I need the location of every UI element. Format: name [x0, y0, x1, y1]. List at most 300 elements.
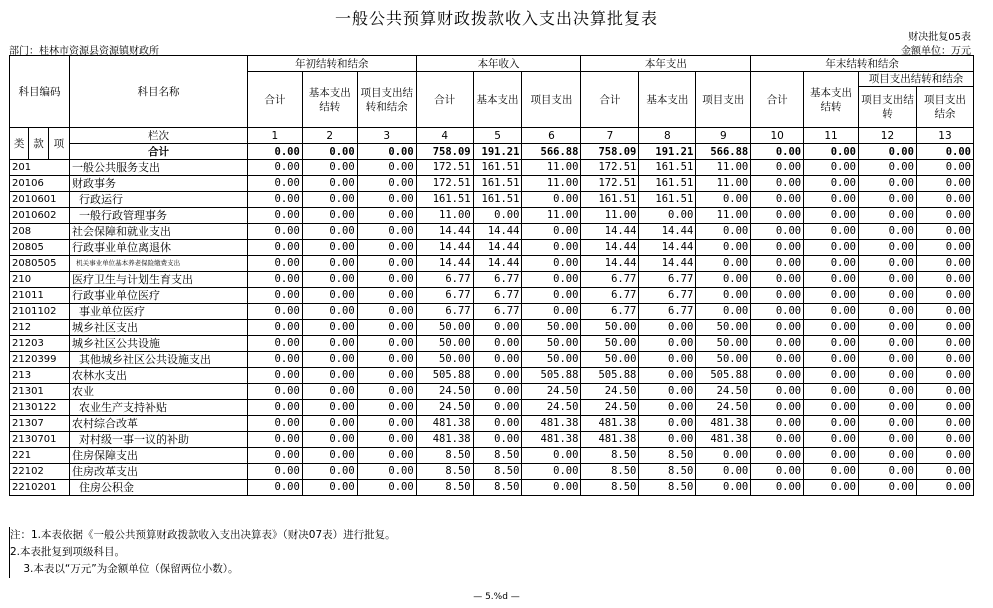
table-row — [10, 272, 974, 288]
subject-code-cell: 212 — [10, 320, 70, 336]
subject-code-cell: 20106 — [10, 176, 70, 192]
value-cell: 0.00 — [639, 416, 696, 432]
value-cell: 24.50 — [581, 400, 639, 416]
value-cell: 50.00 — [696, 336, 751, 352]
value-cell: 0.00 — [302, 448, 357, 464]
header-project-carry-begin: 项目支出结转和结余 — [357, 72, 416, 128]
value-cell: 0.00 — [751, 272, 804, 288]
value-cell: 0.00 — [302, 240, 357, 256]
value-cell: 0.00 — [804, 480, 859, 496]
value-cell: 24.50 — [416, 400, 473, 416]
subject-code-cell: 21011 — [10, 288, 70, 304]
value-cell: 11.00 — [696, 176, 751, 192]
total-value-cell: 0.00 — [302, 144, 357, 160]
value-cell: 0.00 — [804, 192, 859, 208]
value-cell: 0.00 — [357, 480, 416, 496]
col-number: 10 — [751, 128, 804, 144]
subject-code-cell: 213 — [10, 368, 70, 384]
notes — [9, 527, 396, 578]
subject-code-cell: 2120399 — [10, 352, 70, 368]
subject-code-cell: 2210201 — [10, 480, 70, 496]
value-cell: 0.00 — [357, 416, 416, 432]
value-cell: 0.00 — [804, 432, 859, 448]
total-row — [10, 144, 974, 160]
value-cell: 0.00 — [639, 432, 696, 448]
total-value-cell: 0.00 — [751, 144, 804, 160]
value-cell: 0.00 — [247, 336, 302, 352]
value-cell: 0.00 — [247, 160, 302, 176]
value-cell: 0.00 — [357, 400, 416, 416]
value-cell: 481.38 — [581, 416, 639, 432]
value-cell: 24.50 — [522, 400, 581, 416]
value-cell: 0.00 — [302, 272, 357, 288]
value-cell: 0.00 — [357, 192, 416, 208]
value-cell: 0.00 — [916, 160, 973, 176]
value-cell: 0.00 — [916, 208, 973, 224]
value-cell: 11.00 — [522, 208, 581, 224]
value-cell: 0.00 — [696, 272, 751, 288]
value-cell: 6.77 — [581, 304, 639, 320]
total-value-cell: 566.88 — [522, 144, 581, 160]
total-value-cell: 758.09 — [581, 144, 639, 160]
subject-name-cell: 农业 — [70, 384, 248, 400]
subject-code-cell: 22102 — [10, 464, 70, 480]
value-cell: 50.00 — [696, 320, 751, 336]
value-cell: 0.00 — [302, 368, 357, 384]
value-cell: 0.00 — [357, 336, 416, 352]
subject-name-cell: 一般行政管理事务 — [70, 208, 248, 224]
value-cell: 161.51 — [581, 192, 639, 208]
header-basic: 基本支出 — [639, 72, 696, 128]
table-row — [10, 208, 974, 224]
value-cell: 0.00 — [522, 240, 581, 256]
value-cell: 14.44 — [416, 224, 473, 240]
value-cell: 0.00 — [804, 176, 859, 192]
form-number: 财决批复05表 — [908, 32, 971, 43]
value-cell: 0.00 — [357, 320, 416, 336]
value-cell: 0.00 — [916, 192, 973, 208]
value-cell: 0.00 — [859, 352, 917, 368]
value-cell: 0.00 — [916, 416, 973, 432]
value-cell: 14.44 — [473, 224, 522, 240]
value-cell: 0.00 — [357, 464, 416, 480]
value-cell: 0.00 — [804, 272, 859, 288]
value-cell: 0.00 — [859, 272, 917, 288]
value-cell: 0.00 — [247, 480, 302, 496]
value-cell: 0.00 — [302, 336, 357, 352]
table-row — [10, 160, 974, 176]
header-group-begin: 年初结转和结余 — [247, 56, 416, 72]
col-number: 1 — [247, 128, 302, 144]
value-cell: 50.00 — [581, 352, 639, 368]
value-cell: 50.00 — [416, 320, 473, 336]
value-cell: 0.00 — [859, 208, 917, 224]
col-number: 6 — [522, 128, 581, 144]
subject-name-cell: 城乡社区支出 — [70, 320, 248, 336]
value-cell: 0.00 — [804, 256, 859, 272]
header-group-income: 本年收入 — [416, 56, 581, 72]
value-cell: 161.51 — [473, 192, 522, 208]
value-cell: 0.00 — [522, 464, 581, 480]
value-cell: 50.00 — [522, 336, 581, 352]
subject-code-cell: 201 — [10, 160, 70, 176]
value-cell: 0.00 — [751, 304, 804, 320]
value-cell: 481.38 — [696, 416, 751, 432]
header-group-expense: 本年支出 — [581, 56, 751, 72]
table-row — [10, 480, 974, 496]
value-cell: 11.00 — [581, 208, 639, 224]
col-number: 11 — [804, 128, 859, 144]
value-cell: 14.44 — [581, 224, 639, 240]
value-cell: 0.00 — [696, 240, 751, 256]
value-cell: 0.00 — [639, 384, 696, 400]
value-cell: 0.00 — [357, 208, 416, 224]
value-cell: 8.50 — [639, 448, 696, 464]
value-cell: 0.00 — [804, 400, 859, 416]
table-row — [10, 368, 974, 384]
value-cell: 0.00 — [302, 304, 357, 320]
value-cell: 8.50 — [416, 464, 473, 480]
header-project-carry: 项目支出结转 — [859, 87, 917, 128]
subject-name-cell: 一般公共服务支出 — [70, 160, 248, 176]
value-cell: 11.00 — [522, 160, 581, 176]
value-cell: 0.00 — [751, 384, 804, 400]
value-cell: 0.00 — [751, 352, 804, 368]
value-cell: 6.77 — [639, 288, 696, 304]
value-cell: 0.00 — [473, 384, 522, 400]
value-cell: 0.00 — [751, 320, 804, 336]
value-cell: 505.88 — [696, 368, 751, 384]
col-number: 5 — [473, 128, 522, 144]
value-cell: 0.00 — [522, 272, 581, 288]
value-cell: 6.77 — [416, 272, 473, 288]
value-cell: 0.00 — [473, 368, 522, 384]
subject-code-cell: 2101102 — [10, 304, 70, 320]
col-number: 12 — [859, 128, 917, 144]
value-cell: 0.00 — [473, 416, 522, 432]
value-cell: 8.50 — [473, 464, 522, 480]
value-cell: 14.44 — [473, 256, 522, 272]
value-cell: 0.00 — [357, 256, 416, 272]
value-cell: 481.38 — [696, 432, 751, 448]
value-cell: 0.00 — [751, 336, 804, 352]
value-cell: 0.00 — [751, 464, 804, 480]
total-value-cell: 0.00 — [357, 144, 416, 160]
header-total: 合计 — [581, 72, 639, 128]
header-group-project-end: 项目支出结转和结余 — [859, 72, 974, 87]
value-cell: 0.00 — [804, 336, 859, 352]
value-cell: 0.00 — [916, 256, 973, 272]
col-number: 13 — [916, 128, 973, 144]
subject-name-cell: 行政事业单位医疗 — [70, 288, 248, 304]
value-cell: 0.00 — [473, 400, 522, 416]
header-project: 项目支出 — [696, 72, 751, 128]
value-cell: 481.38 — [581, 432, 639, 448]
note-line: 注：1.本表依据《一般公共预算财政拨款收入支出决算表》（财决07表）进行批复。 — [10, 529, 396, 541]
value-cell: 0.00 — [859, 464, 917, 480]
value-cell: 0.00 — [751, 400, 804, 416]
subject-code-cell: 21301 — [10, 384, 70, 400]
value-cell: 481.38 — [522, 416, 581, 432]
value-cell: 0.00 — [302, 160, 357, 176]
value-cell: 0.00 — [247, 192, 302, 208]
header-project-surplus: 项目支出结余 — [916, 87, 973, 128]
value-cell: 0.00 — [916, 288, 973, 304]
value-cell: 8.50 — [416, 480, 473, 496]
value-cell: 0.00 — [751, 480, 804, 496]
header-basic-carry: 基本支出结转 — [804, 72, 859, 128]
subject-name-cell: 事业单位医疗 — [70, 304, 248, 320]
value-cell: 0.00 — [916, 384, 973, 400]
value-cell: 0.00 — [916, 176, 973, 192]
value-cell: 8.50 — [581, 464, 639, 480]
value-cell: 6.77 — [416, 304, 473, 320]
value-cell: 0.00 — [751, 240, 804, 256]
table-row — [10, 320, 974, 336]
value-cell: 0.00 — [751, 368, 804, 384]
value-cell: 0.00 — [302, 432, 357, 448]
value-cell: 8.50 — [639, 464, 696, 480]
subject-name-cell: 社会保障和就业支出 — [70, 224, 248, 240]
value-cell: 0.00 — [916, 400, 973, 416]
value-cell: 0.00 — [859, 256, 917, 272]
value-cell: 0.00 — [247, 256, 302, 272]
table-row — [10, 336, 974, 352]
value-cell: 505.88 — [522, 368, 581, 384]
value-cell: 14.44 — [639, 256, 696, 272]
value-cell: 0.00 — [357, 368, 416, 384]
value-cell: 0.00 — [522, 224, 581, 240]
value-cell: 0.00 — [639, 368, 696, 384]
value-cell: 481.38 — [416, 416, 473, 432]
value-cell: 50.00 — [416, 352, 473, 368]
value-cell: 0.00 — [696, 304, 751, 320]
note-line: 3.本表以“万元”为金额单位（保留两位小数）。 — [10, 563, 239, 575]
value-cell: 0.00 — [357, 224, 416, 240]
value-cell: 0.00 — [247, 176, 302, 192]
value-cell: 0.00 — [302, 208, 357, 224]
subject-name-cell: 农林水支出 — [70, 368, 248, 384]
value-cell: 0.00 — [859, 240, 917, 256]
subject-code-cell: 21307 — [10, 416, 70, 432]
value-cell: 0.00 — [804, 288, 859, 304]
value-cell: 0.00 — [859, 192, 917, 208]
value-cell: 0.00 — [696, 192, 751, 208]
value-cell: 0.00 — [247, 208, 302, 224]
page-title: 一般公共预算财政拨款收入支出决算批复表 — [334, 9, 658, 28]
value-cell: 0.00 — [751, 256, 804, 272]
total-label: 合计 — [70, 144, 248, 160]
value-cell: 0.00 — [859, 304, 917, 320]
unit-label: 金额单位：万元 — [901, 46, 971, 57]
value-cell: 50.00 — [581, 320, 639, 336]
value-cell: 0.00 — [751, 224, 804, 240]
value-cell: 50.00 — [581, 336, 639, 352]
value-cell: 24.50 — [696, 400, 751, 416]
subject-code-cell: 20805 — [10, 240, 70, 256]
value-cell: 0.00 — [916, 480, 973, 496]
value-cell: 0.00 — [357, 352, 416, 368]
total-value-cell: 0.00 — [247, 144, 302, 160]
value-cell: 0.00 — [357, 288, 416, 304]
subject-code-cell: 2080505 — [10, 256, 70, 272]
value-cell: 0.00 — [696, 288, 751, 304]
table-row — [10, 288, 974, 304]
value-cell: 8.50 — [473, 448, 522, 464]
subject-code-cell: 208 — [10, 224, 70, 240]
value-cell: 0.00 — [859, 336, 917, 352]
subject-name-cell: 住房保障支出 — [70, 448, 248, 464]
value-cell: 0.00 — [247, 416, 302, 432]
subject-name-cell: 医疗卫生与计划生育支出 — [70, 272, 248, 288]
total-value-cell: 0.00 — [859, 144, 917, 160]
value-cell: 6.77 — [473, 304, 522, 320]
value-cell: 0.00 — [247, 400, 302, 416]
value-cell: 0.00 — [473, 352, 522, 368]
subject-code-cell: 2010601 — [10, 192, 70, 208]
total-value-cell: 758.09 — [416, 144, 473, 160]
value-cell: 14.44 — [639, 240, 696, 256]
col-number: 3 — [357, 128, 416, 144]
header-total: 合计 — [416, 72, 473, 128]
table-row — [10, 432, 974, 448]
value-cell: 0.00 — [357, 448, 416, 464]
value-cell: 0.00 — [247, 352, 302, 368]
value-cell: 0.00 — [751, 288, 804, 304]
value-cell: 0.00 — [247, 240, 302, 256]
value-cell: 0.00 — [804, 160, 859, 176]
col-number: 2 — [302, 128, 357, 144]
header-total: 合计 — [247, 72, 302, 128]
value-cell: 0.00 — [859, 432, 917, 448]
subject-name-cell: 行政运行 — [70, 192, 248, 208]
value-cell: 24.50 — [416, 384, 473, 400]
value-cell: 0.00 — [916, 336, 973, 352]
subject-name-cell: 机关事业单位基本养老保险缴费支出 — [70, 256, 248, 272]
value-cell: 0.00 — [247, 384, 302, 400]
value-cell: 6.77 — [639, 304, 696, 320]
value-cell: 50.00 — [522, 320, 581, 336]
table-row — [10, 400, 974, 416]
value-cell: 6.77 — [581, 272, 639, 288]
value-cell: 0.00 — [522, 448, 581, 464]
value-cell: 0.00 — [751, 432, 804, 448]
value-cell: 0.00 — [639, 320, 696, 336]
value-cell: 0.00 — [859, 480, 917, 496]
subject-name-cell: 财政事务 — [70, 176, 248, 192]
table-row — [10, 464, 974, 480]
value-cell: 0.00 — [357, 304, 416, 320]
value-cell: 0.00 — [302, 416, 357, 432]
value-cell: 0.00 — [804, 208, 859, 224]
value-cell: 6.77 — [639, 272, 696, 288]
value-cell: 0.00 — [247, 448, 302, 464]
value-cell: 0.00 — [751, 208, 804, 224]
value-cell: 172.51 — [416, 176, 473, 192]
subject-code-cell: 2130122 — [10, 400, 70, 416]
value-cell: 6.77 — [416, 288, 473, 304]
table-row — [10, 176, 974, 192]
value-cell: 50.00 — [696, 352, 751, 368]
table-row — [10, 304, 974, 320]
value-cell: 0.00 — [302, 400, 357, 416]
value-cell: 6.77 — [581, 288, 639, 304]
header-lanci: 栏次 — [70, 128, 248, 144]
subject-name-cell: 城乡社区公共设施 — [70, 336, 248, 352]
value-cell: 172.51 — [416, 160, 473, 176]
header-subject-code: 科目编码 — [10, 56, 70, 128]
subject-name-cell: 农村综合改革 — [70, 416, 248, 432]
value-cell: 0.00 — [859, 160, 917, 176]
value-cell: 0.00 — [247, 368, 302, 384]
header-subject-name: 科目名称 — [70, 56, 248, 128]
value-cell: 0.00 — [473, 320, 522, 336]
value-cell: 0.00 — [804, 416, 859, 432]
value-cell: 161.51 — [416, 192, 473, 208]
value-cell: 0.00 — [302, 288, 357, 304]
value-cell: 161.51 — [473, 176, 522, 192]
value-cell: 0.00 — [859, 400, 917, 416]
value-cell: 0.00 — [247, 224, 302, 240]
value-cell: 0.00 — [247, 304, 302, 320]
value-cell: 0.00 — [751, 448, 804, 464]
department-label: 部门：桂林市资源县资源镇财政所 — [9, 46, 159, 57]
value-cell: 0.00 — [357, 432, 416, 448]
note-line: 2.本表批复到项级科目。 — [10, 546, 126, 558]
value-cell: 505.88 — [416, 368, 473, 384]
value-cell: 14.44 — [416, 240, 473, 256]
value-cell: 0.00 — [804, 304, 859, 320]
header-total: 合计 — [751, 72, 804, 128]
value-cell: 0.00 — [639, 352, 696, 368]
subject-code-cell: 221 — [10, 448, 70, 464]
value-cell: 0.00 — [302, 464, 357, 480]
value-cell: 0.00 — [473, 208, 522, 224]
value-cell: 0.00 — [804, 240, 859, 256]
value-cell: 0.00 — [357, 160, 416, 176]
value-cell: 0.00 — [859, 448, 917, 464]
value-cell: 0.00 — [751, 192, 804, 208]
value-cell: 8.50 — [416, 448, 473, 464]
value-cell: 8.50 — [581, 448, 639, 464]
value-cell: 0.00 — [247, 464, 302, 480]
value-cell: 0.00 — [639, 208, 696, 224]
page-footer: — 5.%d — — [473, 592, 520, 602]
total-value-cell: 0.00 — [916, 144, 973, 160]
value-cell: 481.38 — [522, 432, 581, 448]
value-cell: 0.00 — [751, 176, 804, 192]
value-cell: 0.00 — [302, 352, 357, 368]
value-cell: 14.44 — [581, 256, 639, 272]
value-cell: 0.00 — [804, 464, 859, 480]
value-cell: 11.00 — [696, 160, 751, 176]
subject-name-cell: 农业生产支持补贴 — [70, 400, 248, 416]
value-cell: 0.00 — [696, 448, 751, 464]
value-cell: 0.00 — [639, 400, 696, 416]
value-cell: 24.50 — [522, 384, 581, 400]
value-cell: 24.50 — [696, 384, 751, 400]
header-kuan: 款 — [29, 128, 48, 160]
subject-code-cell: 210 — [10, 272, 70, 288]
value-cell: 161.51 — [639, 176, 696, 192]
value-cell: 0.00 — [522, 256, 581, 272]
value-cell: 14.44 — [416, 256, 473, 272]
header-xiang: 项 — [48, 128, 69, 160]
value-cell: 0.00 — [302, 256, 357, 272]
header-basic-carry: 基本支出结转 — [302, 72, 357, 128]
value-cell: 0.00 — [696, 224, 751, 240]
value-cell: 50.00 — [522, 352, 581, 368]
